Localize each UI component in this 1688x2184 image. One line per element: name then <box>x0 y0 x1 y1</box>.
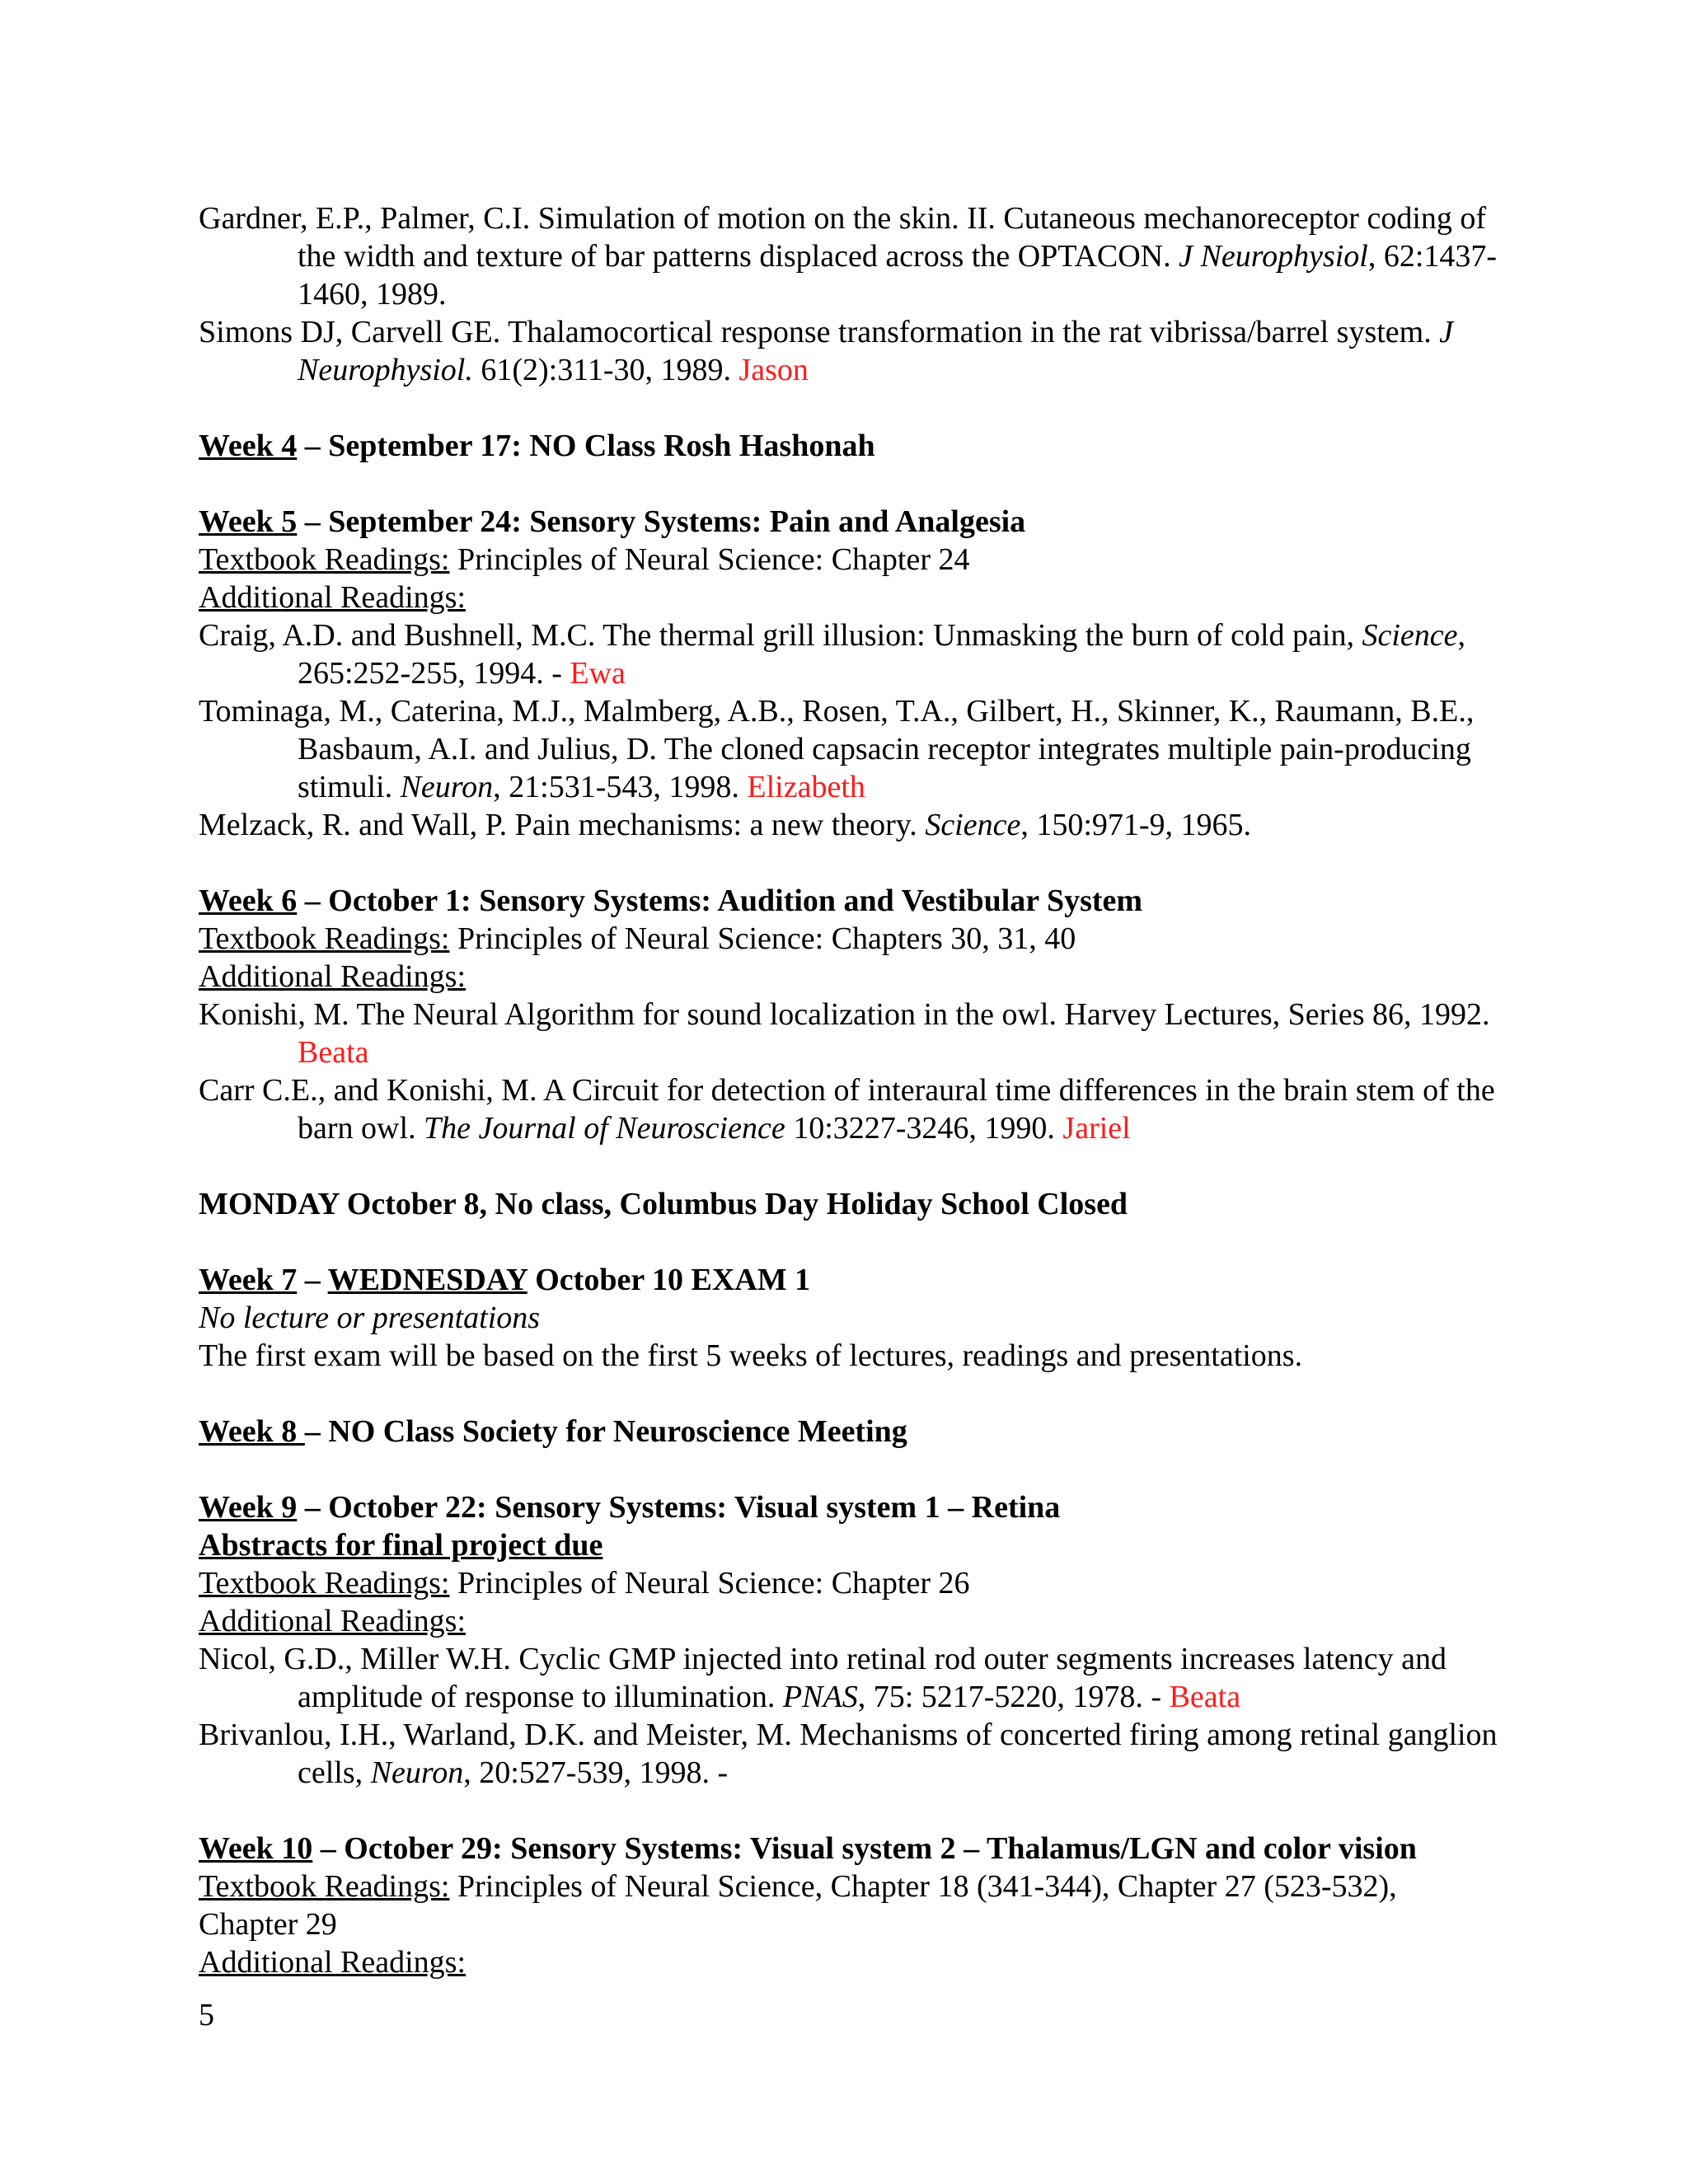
presenter-name: Elizabeth <box>747 770 865 804</box>
week-7-description: The first exam will be based on the first 5 weeks of lectures, readings and presentations. <box>199 1338 1303 1373</box>
textbook-readings: Textbook Readings: Principles of Neural Science, Chapter 18 (341-344), Chapter 27 (523-532), Chapter 29 <box>199 1869 1397 1942</box>
presenter-name: Beata <box>298 1035 369 1070</box>
textbook-readings: Textbook Readings: Principles of Neural Science: Chapter 26 <box>199 1566 970 1601</box>
reference-item: Gardner, E.P., Palmer, C.I. Simulation of motion on the skin. II. Cutaneous mechanoreceptor coding of the width and texture of bar patterns displaced across the OPTACON. J Neurophysiol, 62:1437-1460, 1989. <box>199 201 1498 312</box>
week-6-heading: Week 6 – October 1: Sensory Systems: Audition and Vestibular System <box>199 883 1143 918</box>
reference-item: Konishi, M. The Neural Algorithm for sound localization in the owl. Harvey Lectures, Series 86, 1992. Beata <box>199 997 1490 1070</box>
holiday-notice: MONDAY October 8, No class, Columbus Day Holiday School Closed <box>199 1187 1128 1221</box>
additional-readings-label: Additional Readings: <box>199 959 467 994</box>
reference-item: Simons DJ, Carvell GE. Thalamocortical response transformation in the rat vibrissa/barrel system. J Neurophysiol. 61(2):311-30, 1989. Jason <box>199 315 1454 387</box>
presenter-name: Beata <box>1169 1680 1241 1714</box>
week-5-heading: Week 5 – September 24: Sensory Systems: Pain and Analgesia <box>199 504 1026 539</box>
additional-readings-label: Additional Readings: <box>199 1604 467 1638</box>
presenter-name: Jason <box>738 353 809 387</box>
reference-item: Craig, A.D. and Bushnell, M.C. The thermal grill illusion: Unmasking the burn of cold pain, Science, 265:252-255, 1994. - Ewa <box>199 618 1466 691</box>
additional-readings-label: Additional Readings: <box>199 580 467 615</box>
abstracts-due-notice: Abstracts for final project due <box>199 1528 603 1563</box>
week-7-note: No lecture or presentations <box>199 1301 541 1335</box>
page-number: 5 <box>199 1998 214 2032</box>
week-9-heading: Week 9 – October 22: Sensory Systems: Visual system 1 – Retina <box>199 1490 1061 1525</box>
week-4-heading: Week 4 – September 17: NO Class Rosh Hashonah <box>199 429 875 463</box>
week-10-heading: Week 10 – October 29: Sensory Systems: Visual system 2 – Thalamus/LGN and color vision <box>199 1831 1417 1866</box>
reference-item: Melzack, R. and Wall, P. Pain mechanisms: a new theory. Science, 150:971-9, 1965. <box>199 808 1252 842</box>
textbook-readings: Textbook Readings: Principles of Neural Science: Chapter 24 <box>199 542 970 577</box>
week-8-heading: Week 8 – NO Class Society for Neuroscience Meeting <box>199 1414 907 1449</box>
page-content <box>199 199 1501 1981</box>
reference-item: Carr C.E., and Konishi, M. A Circuit for detection of interaural time differences in the brain stem of the barn owl. The Journal of Neuroscience 10:3227-3246, 1990. Jariel <box>199 1073 1495 1146</box>
presenter-name: Jariel <box>1062 1111 1131 1146</box>
week-7-heading: Week 7 – WEDNESDAY October 10 EXAM 1 <box>199 1263 811 1297</box>
textbook-readings: Textbook Readings: Principles of Neural Science: Chapters 30, 31, 40 <box>199 921 1076 956</box>
reference-item: Brivanlou, I.H., Warland, D.K. and Meister, M. Mechanisms of concerted firing among retinal ganglion cells, Neuron, 20:527-539, 1998. - <box>199 1718 1498 1790</box>
reference-item: Tominaga, M., Caterina, M.J., Malmberg, A.B., Rosen, T.A., Gilbert, H., Skinner, K., Raumann, B.E., Basbaum, A.I. and Julius, D. The cloned capsacin receptor integrates multiple pain-producing stimuli. Neuron, 21:531-543, 1998. Elizabeth <box>199 694 1475 804</box>
reference-item: Nicol, G.D., Miller W.H. Cyclic GMP injected into retinal rod outer segments increases latency and amplitude of response to illumination. PNAS, 75: 5217-5220, 1978. - Beata <box>199 1642 1447 1714</box>
presenter-name: Ewa <box>570 656 626 691</box>
additional-readings-label: Additional Readings: <box>199 1945 467 1980</box>
